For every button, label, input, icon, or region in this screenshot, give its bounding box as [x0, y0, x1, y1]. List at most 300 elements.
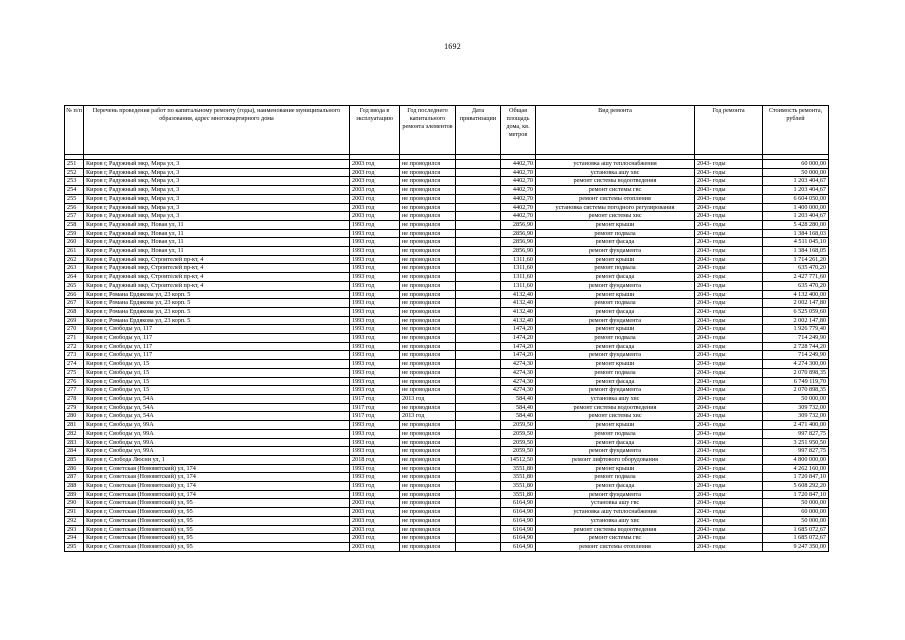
total-area-cell: 6164,90: [501, 542, 536, 551]
row-number-cell: 262: [65, 255, 84, 264]
repair-type-cell: установка ашу хвс: [536, 168, 695, 177]
address-cell: Киров г, Радужный мкр, Мира ул, 3: [84, 168, 350, 177]
privatization-date-cell: [456, 421, 501, 430]
address-cell: Киров г, Советская (Нововятский) ул, 95: [84, 499, 350, 508]
row-number-cell: 277: [65, 386, 84, 395]
row-number-cell: 292: [65, 516, 84, 525]
last-repair-year-cell: не проводился: [400, 186, 456, 195]
row-number-cell: 256: [65, 203, 84, 212]
privatization-date-cell: [456, 473, 501, 482]
repair-type-cell: ремонт подвала: [536, 229, 695, 238]
repair-cost-cell: 50 000,00: [763, 394, 829, 403]
repair-years-cell: 2043- годы: [695, 316, 763, 325]
privatization-date-cell: [456, 247, 501, 256]
last-repair-year-cell: 2013 год: [400, 394, 456, 403]
total-area-cell: 2856,90: [501, 247, 536, 256]
page-number: 1692: [444, 42, 461, 51]
repair-years-cell: 2043- годы: [695, 255, 763, 264]
table-row: [65, 508, 829, 517]
privatization-date-cell: [456, 342, 501, 351]
repair-cost-cell: 1 384 168,05: [763, 247, 829, 256]
table-row: [65, 351, 829, 360]
commission-year-cell: 1993 год: [350, 334, 400, 343]
table-row: [65, 360, 829, 369]
commission-year-cell: 1993 год: [350, 247, 400, 256]
table-row: [65, 299, 829, 308]
repair-cost-cell: 4 800 000,00: [763, 455, 829, 464]
table-row: [65, 247, 829, 256]
table-row: [65, 307, 829, 316]
commission-year-cell: 2003 год: [350, 542, 400, 551]
commission-year-cell: 1993 год: [350, 307, 400, 316]
last-repair-year-cell: не проводился: [400, 473, 456, 482]
commission-year-cell: 1917 год: [350, 412, 400, 421]
repair-type-cell: ремонт системы гвс: [536, 534, 695, 543]
row-number-cell: 268: [65, 307, 84, 316]
commission-year-cell: 1993 год: [350, 464, 400, 473]
last-repair-year-cell: не проводился: [400, 299, 456, 308]
address-cell: Киров г, Советская (Нововятский) ул, 95: [84, 534, 350, 543]
repair-years-cell: 2043- годы: [695, 203, 763, 212]
commission-year-cell: 1993 год: [350, 220, 400, 229]
address-cell: Киров г, Радужный мкр, Строителей пр-кт, 4: [84, 273, 350, 282]
total-area-cell: 4402,70: [501, 186, 536, 195]
address-cell: Киров г, Радужный мкр, Новая ул, 11: [84, 238, 350, 247]
commission-year-cell: 1993 год: [350, 229, 400, 238]
row-number-cell: 289: [65, 490, 84, 499]
last-repair-year-cell: не проводился: [400, 220, 456, 229]
last-repair-year-cell: не проводился: [400, 368, 456, 377]
address-cell: Киров г, Свободы ул, 117: [84, 351, 350, 360]
repair-cost-cell: 2 002 147,80: [763, 316, 829, 325]
last-repair-year-cell: не проводился: [400, 212, 456, 221]
total-area-cell: 4274,30: [501, 377, 536, 386]
total-area-cell: 6164,90: [501, 508, 536, 517]
table-row: [65, 464, 829, 473]
table-row: [65, 386, 829, 395]
repair-type-cell: установка ашу теплоснабжения: [536, 160, 695, 169]
table-row: [65, 229, 829, 238]
total-area-cell: 1311,60: [501, 264, 536, 273]
row-number-cell: 265: [65, 281, 84, 290]
repair-type-cell: ремонт фасада: [536, 438, 695, 447]
last-repair-year-cell: не проводился: [400, 255, 456, 264]
last-repair-year-cell: не проводился: [400, 160, 456, 169]
repair-cost-cell: 2 728 744,20: [763, 342, 829, 351]
row-number-cell: 278: [65, 394, 84, 403]
repair-type-cell: установка ашу гвс: [536, 499, 695, 508]
commission-year-cell: 1993 год: [350, 325, 400, 334]
commission-year-cell: 1917 год: [350, 403, 400, 412]
last-repair-year-cell: не проводился: [400, 403, 456, 412]
privatization-date-cell: [456, 455, 501, 464]
last-repair-year-cell: не проводился: [400, 447, 456, 456]
repair-type-cell: ремонт крыши: [536, 421, 695, 430]
row-number-cell: 257: [65, 212, 84, 221]
privatization-date-cell: [456, 273, 501, 282]
repair-years-cell: 2043- годы: [695, 542, 763, 551]
address-cell: Киров г, Радужный мкр, Мира ул, 3: [84, 177, 350, 186]
repair-cost-cell: 50 000,00: [763, 168, 829, 177]
last-repair-year-cell: не проводился: [400, 281, 456, 290]
address-cell: Киров г, Радужный мкр, Мира ул, 3: [84, 194, 350, 203]
total-area-cell: 3551,80: [501, 482, 536, 491]
address-cell: Киров г, Свободы ул, 15: [84, 377, 350, 386]
last-repair-year-cell: не проводился: [400, 264, 456, 273]
privatization-date-cell: [456, 525, 501, 534]
total-area-cell: 2059,50: [501, 421, 536, 430]
privatization-date-cell: [456, 429, 501, 438]
total-area-cell: 6164,90: [501, 499, 536, 508]
total-area-cell: 4274,30: [501, 368, 536, 377]
commission-year-cell: 1993 год: [350, 255, 400, 264]
row-number-cell: 280: [65, 412, 84, 421]
address-cell: Киров г, Свободы ул, 54А: [84, 394, 350, 403]
row-number-cell: 271: [65, 334, 84, 343]
commission-year-cell: 1993 год: [350, 351, 400, 360]
commission-year-cell: 1993 год: [350, 360, 400, 369]
repair-cost-cell: 714 249,90: [763, 334, 829, 343]
repair-cost-cell: 4 274 300,00: [763, 360, 829, 369]
repair-cost-cell: 4 511 045,10: [763, 238, 829, 247]
repair-cost-cell: 635 470,20: [763, 281, 829, 290]
row-number-cell: 264: [65, 273, 84, 282]
table-row: [65, 368, 829, 377]
repair-type-cell: ремонт системы отопления: [536, 194, 695, 203]
total-area-cell: 4402,70: [501, 168, 536, 177]
repair-years-cell: 2043- годы: [695, 525, 763, 534]
privatization-date-cell: [456, 281, 501, 290]
privatization-date-cell: [456, 255, 501, 264]
repair-type-cell: ремонт фасада: [536, 482, 695, 491]
commission-year-cell: 1993 год: [350, 290, 400, 299]
row-number-cell: 284: [65, 447, 84, 456]
last-repair-year-cell: не проводился: [400, 334, 456, 343]
commission-year-cell: 1993 год: [350, 238, 400, 247]
table-body: [65, 160, 829, 552]
repair-type-cell: ремонт фасада: [536, 377, 695, 386]
repair-years-cell: 2043- годы: [695, 386, 763, 395]
commission-year-cell: 1993 год: [350, 264, 400, 273]
privatization-date-cell: [456, 368, 501, 377]
repair-years-cell: 2043- годы: [695, 238, 763, 247]
commission-year-cell: 1993 год: [350, 386, 400, 395]
commission-year-cell: 1993 год: [350, 447, 400, 456]
repair-cost-cell: 1 203 404,67: [763, 212, 829, 221]
address-cell: Киров г, Свободы ул, 99А: [84, 429, 350, 438]
address-cell: Киров г, Советская (Нововятский) ул, 174: [84, 490, 350, 499]
row-number-cell: 266: [65, 290, 84, 299]
table-row: [65, 238, 829, 247]
commission-year-cell: 2003 год: [350, 212, 400, 221]
table-row: [65, 455, 829, 464]
repair-cost-cell: 6 749 119,70: [763, 377, 829, 386]
table-row: [65, 525, 829, 534]
last-repair-year-cell: не проводился: [400, 273, 456, 282]
last-repair-year-cell: не проводился: [400, 377, 456, 386]
repair-cost-cell: 5 428 280,00: [763, 220, 829, 229]
repair-type-cell: установка системы погодного регулирования: [536, 203, 695, 212]
last-repair-year-cell: не проводился: [400, 429, 456, 438]
last-repair-year-cell: не проводился: [400, 525, 456, 534]
repair-type-cell: ремонт системы водоотведения: [536, 525, 695, 534]
total-area-cell: 584,40: [501, 403, 536, 412]
table-row: [65, 264, 829, 273]
commission-year-cell: 2003 год: [350, 499, 400, 508]
total-area-cell: 2856,90: [501, 220, 536, 229]
total-area-cell: 14512,50: [501, 455, 536, 464]
repair-years-cell: 2043- годы: [695, 307, 763, 316]
privatization-date-cell: [456, 447, 501, 456]
address-cell: Киров г, Радужный мкр, Мира ул, 3: [84, 160, 350, 169]
row-number-cell: 291: [65, 508, 84, 517]
commission-year-cell: 2018 год: [350, 455, 400, 464]
repair-years-cell: 2043- годы: [695, 447, 763, 456]
repair-years-cell: 2043- годы: [695, 516, 763, 525]
repair-type-cell: ремонт подвала: [536, 368, 695, 377]
table-row: [65, 342, 829, 351]
repair-type-cell: ремонт лифтового оборудования: [536, 455, 695, 464]
address-cell: Киров г, Слобода Люсни ул, 1: [84, 455, 350, 464]
total-area-cell: 6164,90: [501, 534, 536, 543]
commission-year-cell: 2003 год: [350, 516, 400, 525]
repair-years-cell: 2043- годы: [695, 499, 763, 508]
repair-years-cell: 2043- годы: [695, 394, 763, 403]
address-cell: Киров г, Романа Ердякова ул, 23 корп. 5: [84, 290, 350, 299]
table-row: [65, 403, 829, 412]
repair-type-cell: ремонт крыши: [536, 220, 695, 229]
row-number-cell: 251: [65, 160, 84, 169]
commission-year-cell: 2003 год: [350, 525, 400, 534]
repair-type-cell: ремонт крыши: [536, 464, 695, 473]
repair-type-cell: ремонт подвала: [536, 429, 695, 438]
last-repair-year-cell: не проводился: [400, 421, 456, 430]
privatization-date-cell: [456, 386, 501, 395]
repair-years-cell: 2043- годы: [695, 412, 763, 421]
repair-cost-cell: 1 720 847,10: [763, 473, 829, 482]
commission-year-cell: 1993 год: [350, 273, 400, 282]
repair-years-cell: 2043- годы: [695, 455, 763, 464]
total-area-cell: 1311,60: [501, 255, 536, 264]
address-cell: Киров г, Свободы ул, 15: [84, 360, 350, 369]
row-number-cell: 275: [65, 368, 84, 377]
repair-cost-cell: 1 203 404,67: [763, 186, 829, 195]
commission-year-cell: 1993 год: [350, 421, 400, 430]
commission-year-cell: 2003 год: [350, 508, 400, 517]
privatization-date-cell: [456, 220, 501, 229]
address-cell: Киров г, Свободы ул, 15: [84, 368, 350, 377]
address-cell: Киров г, Свободы ул, 99А: [84, 421, 350, 430]
row-number-cell: 269: [65, 316, 84, 325]
total-area-cell: 4132,40: [501, 299, 536, 308]
privatization-date-cell: [456, 351, 501, 360]
last-repair-year-cell: не проводился: [400, 386, 456, 395]
repair-type-cell: ремонт системы хвс: [536, 412, 695, 421]
header-cell: Год последнего капитального ремонта элементов: [400, 106, 456, 155]
address-cell: Киров г, Советская (Нововятский) ул, 95: [84, 508, 350, 517]
privatization-date-cell: [456, 160, 501, 169]
address-cell: Киров г, Радужный мкр, Мира ул, 3: [84, 186, 350, 195]
commission-year-cell: 2003 год: [350, 203, 400, 212]
table-row: [65, 194, 829, 203]
commission-year-cell: 1993 год: [350, 490, 400, 499]
last-repair-year-cell: не проводился: [400, 316, 456, 325]
commission-year-cell: 2003 год: [350, 186, 400, 195]
last-repair-year-cell: не проводился: [400, 351, 456, 360]
header-cell: Общая площадь дома, кв. метров: [501, 106, 536, 155]
row-number-cell: 267: [65, 299, 84, 308]
table-row: [65, 186, 829, 195]
total-area-cell: 6164,90: [501, 516, 536, 525]
privatization-date-cell: [456, 316, 501, 325]
repair-years-cell: 2043- годы: [695, 421, 763, 430]
address-cell: Киров г, Радужный мкр, Строителей пр-кт, 4: [84, 281, 350, 290]
repair-cost-cell: 4 132 400,00: [763, 290, 829, 299]
last-repair-year-cell: не проводился: [400, 168, 456, 177]
address-cell: Киров г, Советская (Нововятский) ул, 95: [84, 525, 350, 534]
repair-years-cell: 2043- годы: [695, 168, 763, 177]
repair-cost-cell: 50 000,00: [763, 516, 829, 525]
last-repair-year-cell: 2013 год: [400, 412, 456, 421]
table-row: [65, 447, 829, 456]
repair-cost-cell: 6 604 050,00: [763, 194, 829, 203]
table-row: [65, 421, 829, 430]
table-row: [65, 490, 829, 499]
commission-year-cell: 2003 год: [350, 194, 400, 203]
total-area-cell: 2059,50: [501, 447, 536, 456]
table-row: [65, 290, 829, 299]
repair-cost-cell: 2 427 771,60: [763, 273, 829, 282]
repair-years-cell: 2043- годы: [695, 229, 763, 238]
row-number-cell: 261: [65, 247, 84, 256]
row-number-cell: 281: [65, 421, 84, 430]
repair-type-cell: ремонт подвала: [536, 264, 695, 273]
repair-years-cell: 2043- годы: [695, 490, 763, 499]
address-cell: Киров г, Свободы ул, 117: [84, 325, 350, 334]
table-row: [65, 316, 829, 325]
table-row: [65, 534, 829, 543]
privatization-date-cell: [456, 290, 501, 299]
commission-year-cell: 1993 год: [350, 473, 400, 482]
privatization-date-cell: [456, 186, 501, 195]
row-number-cell: 255: [65, 194, 84, 203]
repair-years-cell: 2043- годы: [695, 194, 763, 203]
repair-type-cell: ремонт системы отопления: [536, 542, 695, 551]
address-cell: Киров г, Советская (Нововятский) ул, 174: [84, 482, 350, 491]
privatization-date-cell: [456, 508, 501, 517]
row-number-cell: 260: [65, 238, 84, 247]
last-repair-year-cell: не проводился: [400, 194, 456, 203]
header-cell: Год ввода в эксплуатацию: [350, 106, 400, 155]
last-repair-year-cell: не проводился: [400, 534, 456, 543]
commission-year-cell: 2003 год: [350, 534, 400, 543]
row-number-cell: 285: [65, 455, 84, 464]
total-area-cell: 4402,70: [501, 177, 536, 186]
repair-years-cell: 2043- годы: [695, 177, 763, 186]
address-cell: Киров г, Советская (Нововятский) ул, 174: [84, 464, 350, 473]
address-cell: Киров г, Романа Ердякова ул, 23 корп. 5: [84, 316, 350, 325]
repair-years-cell: 2043- годы: [695, 464, 763, 473]
repair-type-cell: ремонт подвала: [536, 334, 695, 343]
repair-cost-cell: 714 249,90: [763, 351, 829, 360]
privatization-date-cell: [456, 542, 501, 551]
table-row: [65, 429, 829, 438]
row-number-cell: 272: [65, 342, 84, 351]
commission-year-cell: 2003 год: [350, 177, 400, 186]
commission-year-cell: 1993 год: [350, 281, 400, 290]
total-area-cell: 2856,90: [501, 238, 536, 247]
privatization-date-cell: [456, 394, 501, 403]
total-area-cell: 6164,90: [501, 525, 536, 534]
row-number-cell: 258: [65, 220, 84, 229]
row-number-cell: 295: [65, 542, 84, 551]
table-row: [65, 255, 829, 264]
total-area-cell: 584,40: [501, 412, 536, 421]
repair-type-cell: ремонт фундамента: [536, 281, 695, 290]
privatization-date-cell: [456, 168, 501, 177]
privatization-date-cell: [456, 325, 501, 334]
repair-years-cell: 2043- годы: [695, 247, 763, 256]
address-cell: Киров г, Радужный мкр, Строителей пр-кт, 4: [84, 255, 350, 264]
repair-type-cell: ремонт фундамента: [536, 490, 695, 499]
privatization-date-cell: [456, 490, 501, 499]
address-cell: Киров г, Советская (Нововятский) ул, 95: [84, 516, 350, 525]
commission-year-cell: 1917 год: [350, 394, 400, 403]
address-cell: Киров г, Свободы ул, 15: [84, 386, 350, 395]
row-number-cell: 252: [65, 168, 84, 177]
row-number-cell: 293: [65, 525, 84, 534]
repair-type-cell: ремонт крыши: [536, 360, 695, 369]
row-number-cell: 274: [65, 360, 84, 369]
repair-years-cell: 2043- годы: [695, 273, 763, 282]
privatization-date-cell: [456, 264, 501, 273]
repair-years-cell: 2043- годы: [695, 264, 763, 273]
repair-type-cell: ремонт системы хвс: [536, 212, 695, 221]
total-area-cell: 4402,70: [501, 212, 536, 221]
repair-register-table: [64, 105, 829, 552]
table-row: [65, 281, 829, 290]
table-row: [65, 394, 829, 403]
table-row: [65, 334, 829, 343]
repair-cost-cell: 60 000,00: [763, 508, 829, 517]
address-cell: Киров г, Советская (Нововятский) ул, 174: [84, 473, 350, 482]
repair-cost-cell: 309 732,00: [763, 403, 829, 412]
address-cell: Киров г, Советская (Нововятский) ул, 95: [84, 542, 350, 551]
row-number-cell: 286: [65, 464, 84, 473]
repair-years-cell: 2043- годы: [695, 334, 763, 343]
total-area-cell: 2856,90: [501, 229, 536, 238]
repair-cost-cell: 1 720 847,10: [763, 490, 829, 499]
repair-years-cell: 2043- годы: [695, 351, 763, 360]
row-number-cell: 283: [65, 438, 84, 447]
total-area-cell: 1474,20: [501, 334, 536, 343]
table-row: [65, 220, 829, 229]
privatization-date-cell: [456, 177, 501, 186]
privatization-date-cell: [456, 307, 501, 316]
total-area-cell: 4132,40: [501, 307, 536, 316]
header-cell: № п/п: [65, 106, 84, 155]
last-repair-year-cell: не проводился: [400, 490, 456, 499]
total-area-cell: 1311,60: [501, 273, 536, 282]
table-row: [65, 473, 829, 482]
commission-year-cell: 1993 год: [350, 377, 400, 386]
last-repair-year-cell: не проводился: [400, 342, 456, 351]
total-area-cell: 4402,70: [501, 160, 536, 169]
repair-type-cell: ремонт фасада: [536, 342, 695, 351]
privatization-date-cell: [456, 229, 501, 238]
total-area-cell: 1474,20: [501, 351, 536, 360]
total-area-cell: 4402,70: [501, 203, 536, 212]
